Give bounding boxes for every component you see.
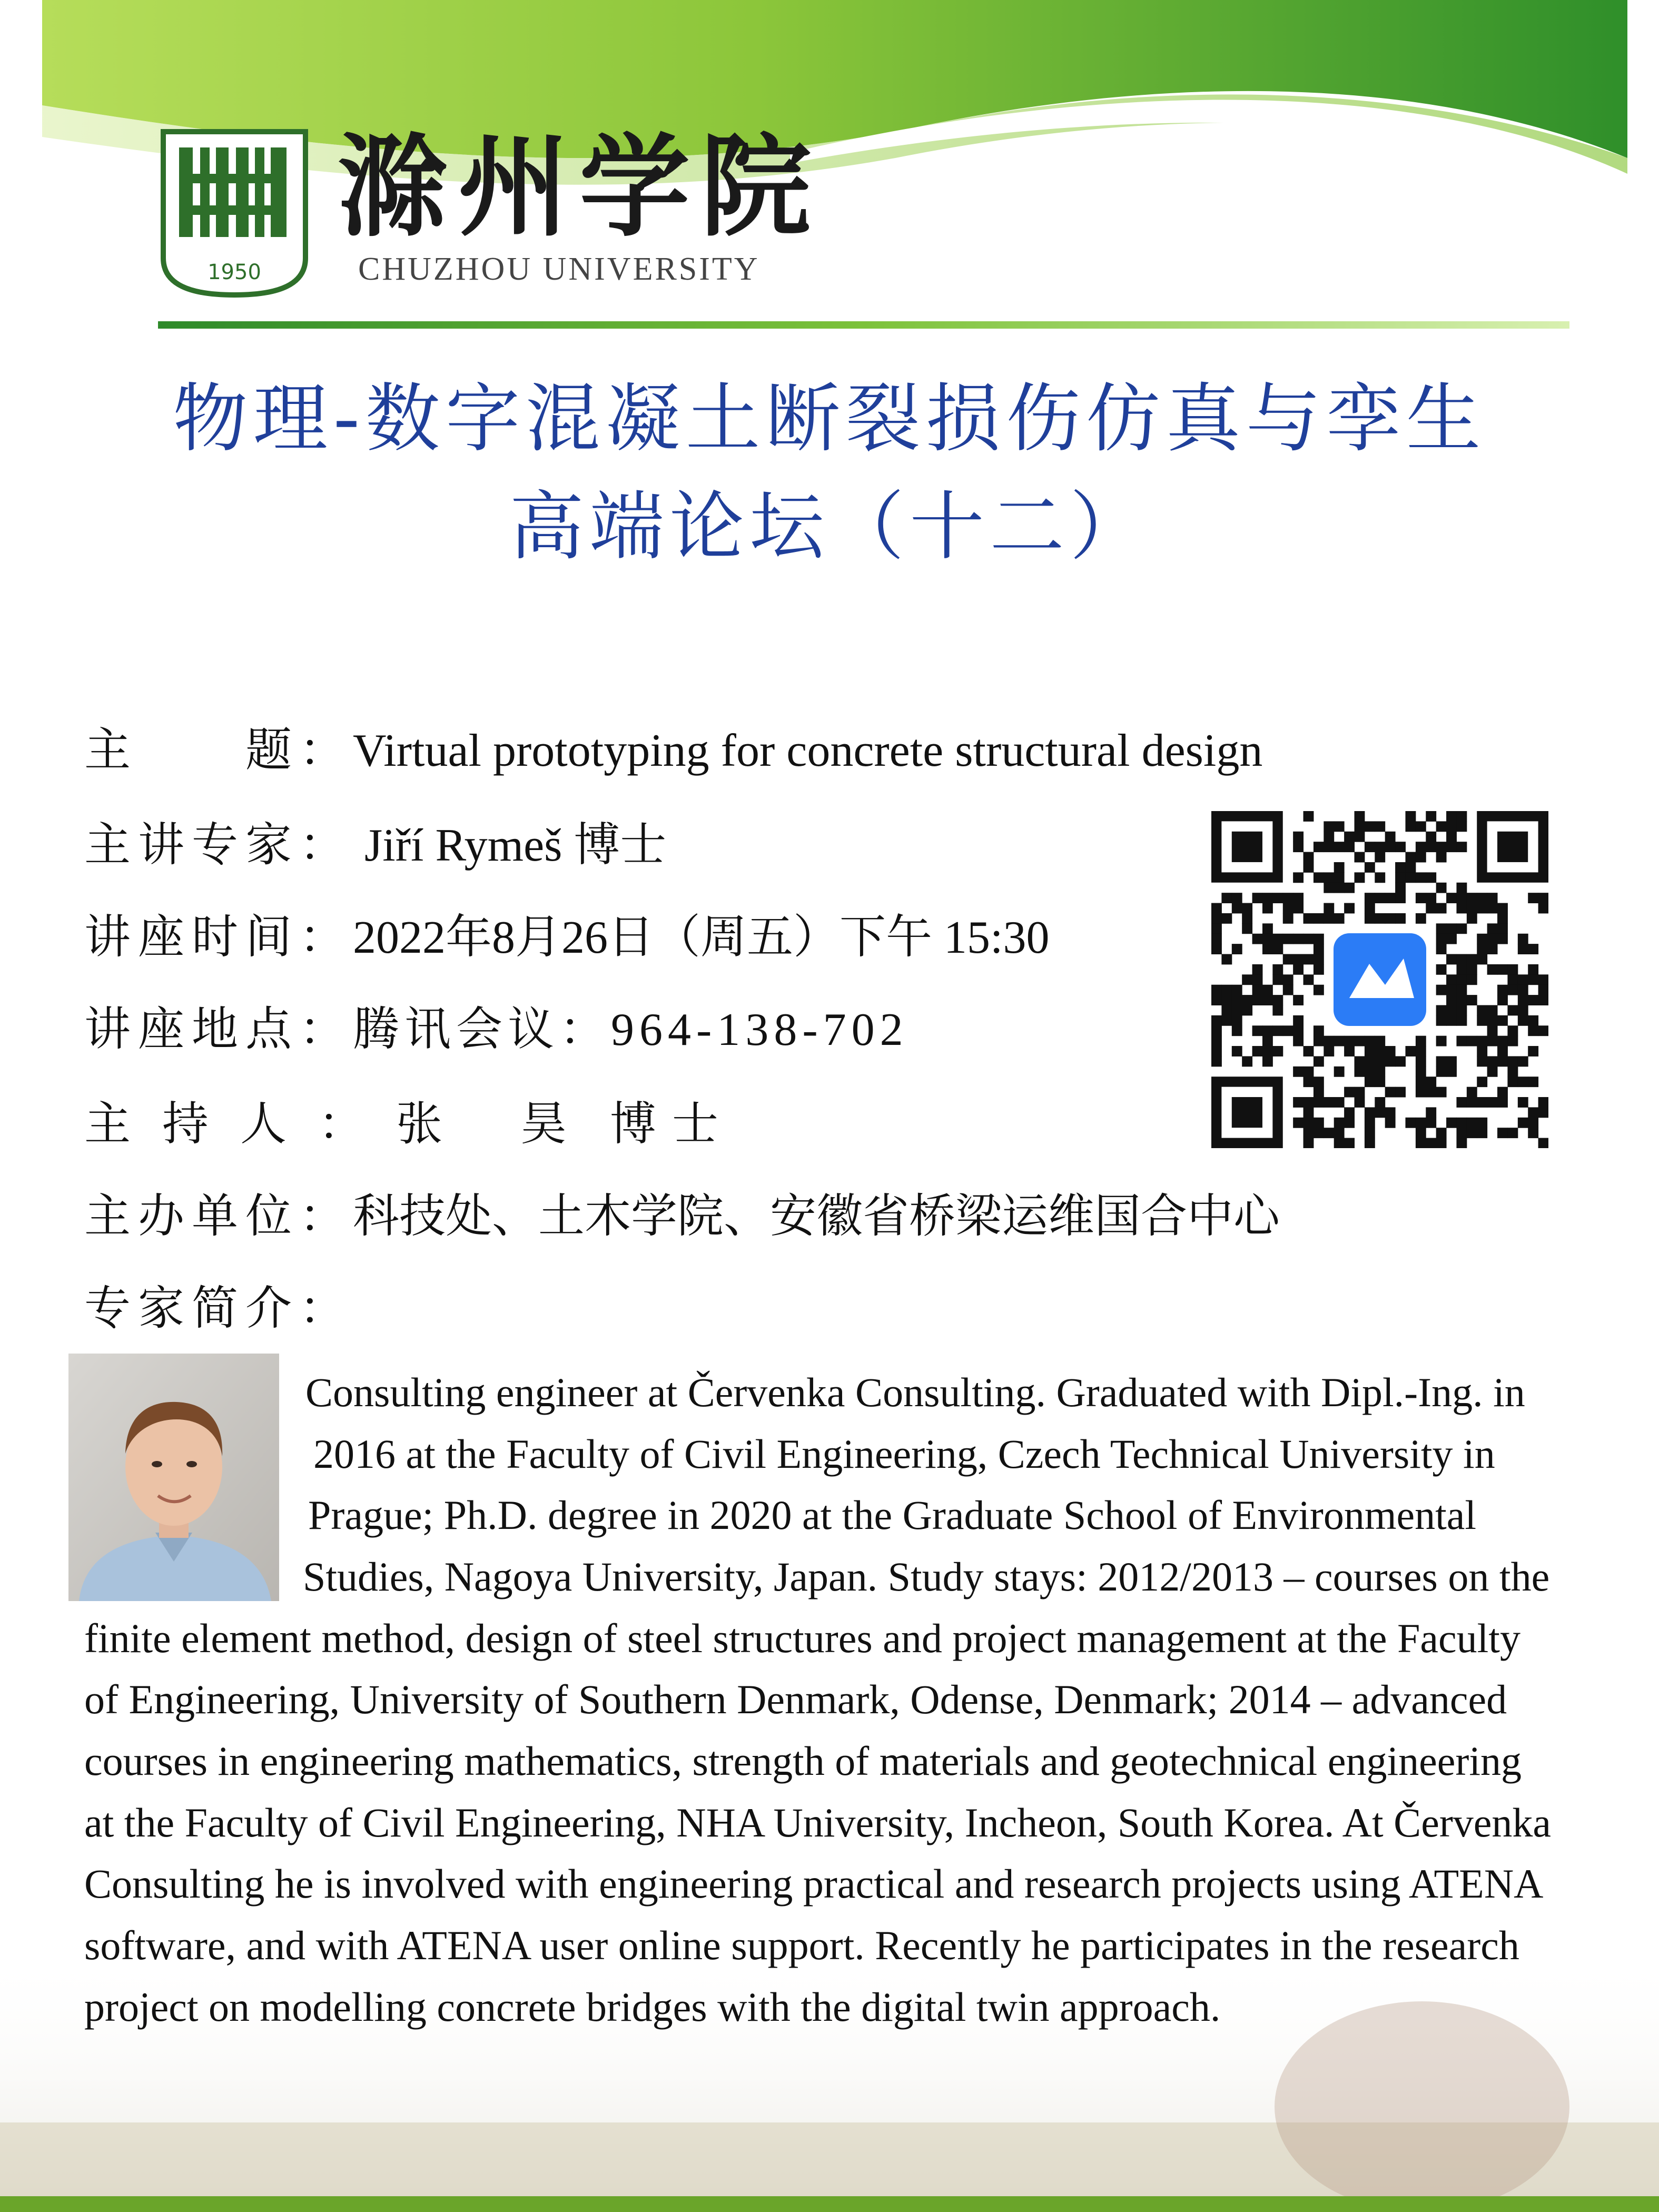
topic-label: 主 题：	[84, 723, 353, 777]
tencent-meeting-icon	[1327, 927, 1433, 1032]
forum-title-line-2: 高端论坛（十二）	[509, 483, 1150, 570]
bio-line: of Engineering, University of Southern Denmark, Odense, Denmark; 2014 – advanced	[84, 1676, 1507, 1722]
bio-line: software, and with ATENA user online support. Recently he participates in the research	[84, 1922, 1519, 1968]
speaker-label: 主讲专家：	[84, 817, 353, 872]
qr-code-icon[interactable]	[1211, 811, 1548, 1148]
bio-line: courses in engineering mathematics, strength of materials and geotechnical engineering	[84, 1738, 1522, 1784]
info-row-topic	[84, 723, 1263, 777]
info-row-place	[84, 1002, 908, 1056]
bio-line: at the Faculty of Civil Engineering, NHA University, Incheon, South Korea. At Červenka	[84, 1800, 1552, 1845]
info-row-organizer	[84, 1189, 1280, 1243]
info-row-speaker	[84, 817, 667, 872]
speaker-value: Jiří Rymeš 博士	[353, 820, 667, 871]
bio-line: Studies, Nagoya University, Japan. Study stays: 2012/2013 – courses on the	[303, 1554, 1550, 1599]
bio-line: project on modelling concrete bridges with the digital twin approach.	[84, 1984, 1221, 2030]
header-divider	[158, 321, 1569, 329]
bio-line: 2016 at the Faculty of Civil Engineering, Czech Technical University in	[313, 1431, 1495, 1477]
organizer-label: 主办单位：	[84, 1189, 353, 1243]
bio-line: Prague; Ph.D. degree in 2020 at the Graduate School of Environmental	[308, 1492, 1477, 1538]
forum-title-line-1: 物理-数字混凝土断裂损伤仿真与孪生	[173, 376, 1486, 462]
bio-line: Consulting he is involved with engineering practical and research projects using ATENA	[84, 1861, 1544, 1907]
organizer-value: 科技处、土木学院、安徽省桥梁运维国合中心	[353, 1191, 1280, 1242]
university-name-en: CHUZHOU UNIVERSITY	[358, 251, 760, 287]
university-emblem-icon	[158, 126, 311, 300]
time-value: 2022年8月26日（周五）下午 15:30	[353, 912, 1050, 963]
bio-line: Consulting engineer at Červenka Consulting. Graduated with Dipl.-Ing. in	[305, 1369, 1525, 1415]
host-value: 张 昊 博士	[396, 1099, 735, 1150]
bio-label: 专家简介：	[84, 1281, 353, 1335]
info-row-time	[84, 910, 1050, 964]
info-row-bio	[84, 1281, 353, 1335]
topic-value: Virtual prototyping for concrete structural design	[353, 725, 1263, 776]
info-row-host	[84, 1097, 735, 1151]
place-label: 讲座地点：	[84, 1002, 353, 1056]
host-label: 主持人：	[84, 1097, 397, 1151]
bio-line: finite element method, design of steel structures and project management at the Faculty	[84, 1615, 1520, 1661]
university-name-cn: 滁州学院	[337, 122, 822, 252]
time-label: 讲座时间：	[84, 910, 353, 964]
emblem-year: 1950	[208, 260, 261, 284]
place-value: 腾讯会议：964-138-702	[353, 1004, 908, 1055]
speaker-photo	[68, 1354, 279, 1601]
